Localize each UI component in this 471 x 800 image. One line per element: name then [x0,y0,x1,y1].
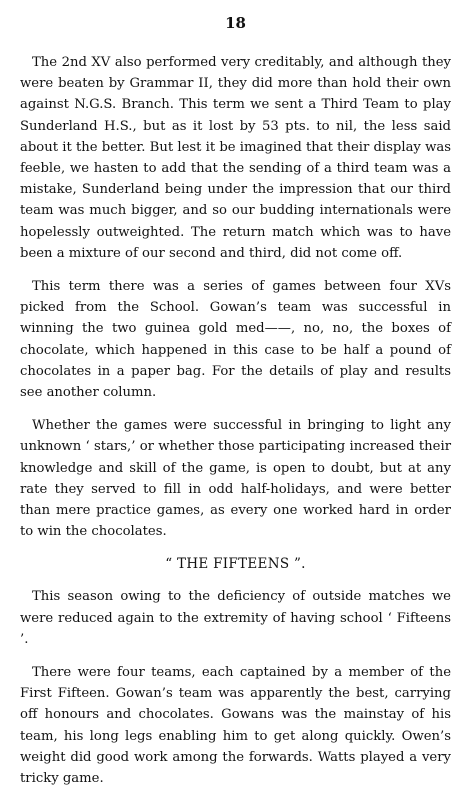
paragraph-games-value: Whether the games were successful in bringing to light any unknown ‘ stars,’ or whether those participating increased their knowledge and skill of the game, is open to doubt, but at any rate they served to fill in odd half-holidays, and were better than mere practice games, as every one worked hard in order to win the chocolates. [20,418,451,540]
paragraph-four-teams: There were four teams, each captained by a member of the First Fifteen. Gowan’s team was apparently the best, carrying off honours and chocolates. Gowans was the mainstay of his team, his long legs enabling him to get along quickly. Owen’s weight did good work among the forwards. Watts played a very tricky game. [20,665,451,787]
paragraph-season-fifteens: This season owing to the deficiency of outside matches we were reduced again to the extremity of having school ‘ Fifteens ’. [20,589,451,647]
paragraph-second-xv: The 2nd XV also performed very creditably, and although they were beaten by Grammar II, they did more than hold their own against N.G.S. Branch. This term we sent a Third Team to play Sunderland H.S., but as it lost by 53 pts. to nil, the less said about it the better. But lest it be imagined that their display was feeble, we hasten to add that the sending of a third team was a mistake, Sunderland being under the impression that our third team was much bigger, and so our budding internationals were hopelessly outweighted. The return match which was to have been a mixture of our second and third, did not come off. [20,55,451,261]
section-heading-fifteens: “ THE FIFTEENS ”. [165,556,306,573]
page-number: 18 [225,14,246,32]
paragraph-school-games: This term there was a series of games between four XVs picked from the School. Gowan’s team was successful in winning the two guinea gold med——, no, no, the boxes of chocolate, which happened in this case to be half a pound of chocolates in a paper bag. For the details of play and results see another column. [20,279,451,401]
